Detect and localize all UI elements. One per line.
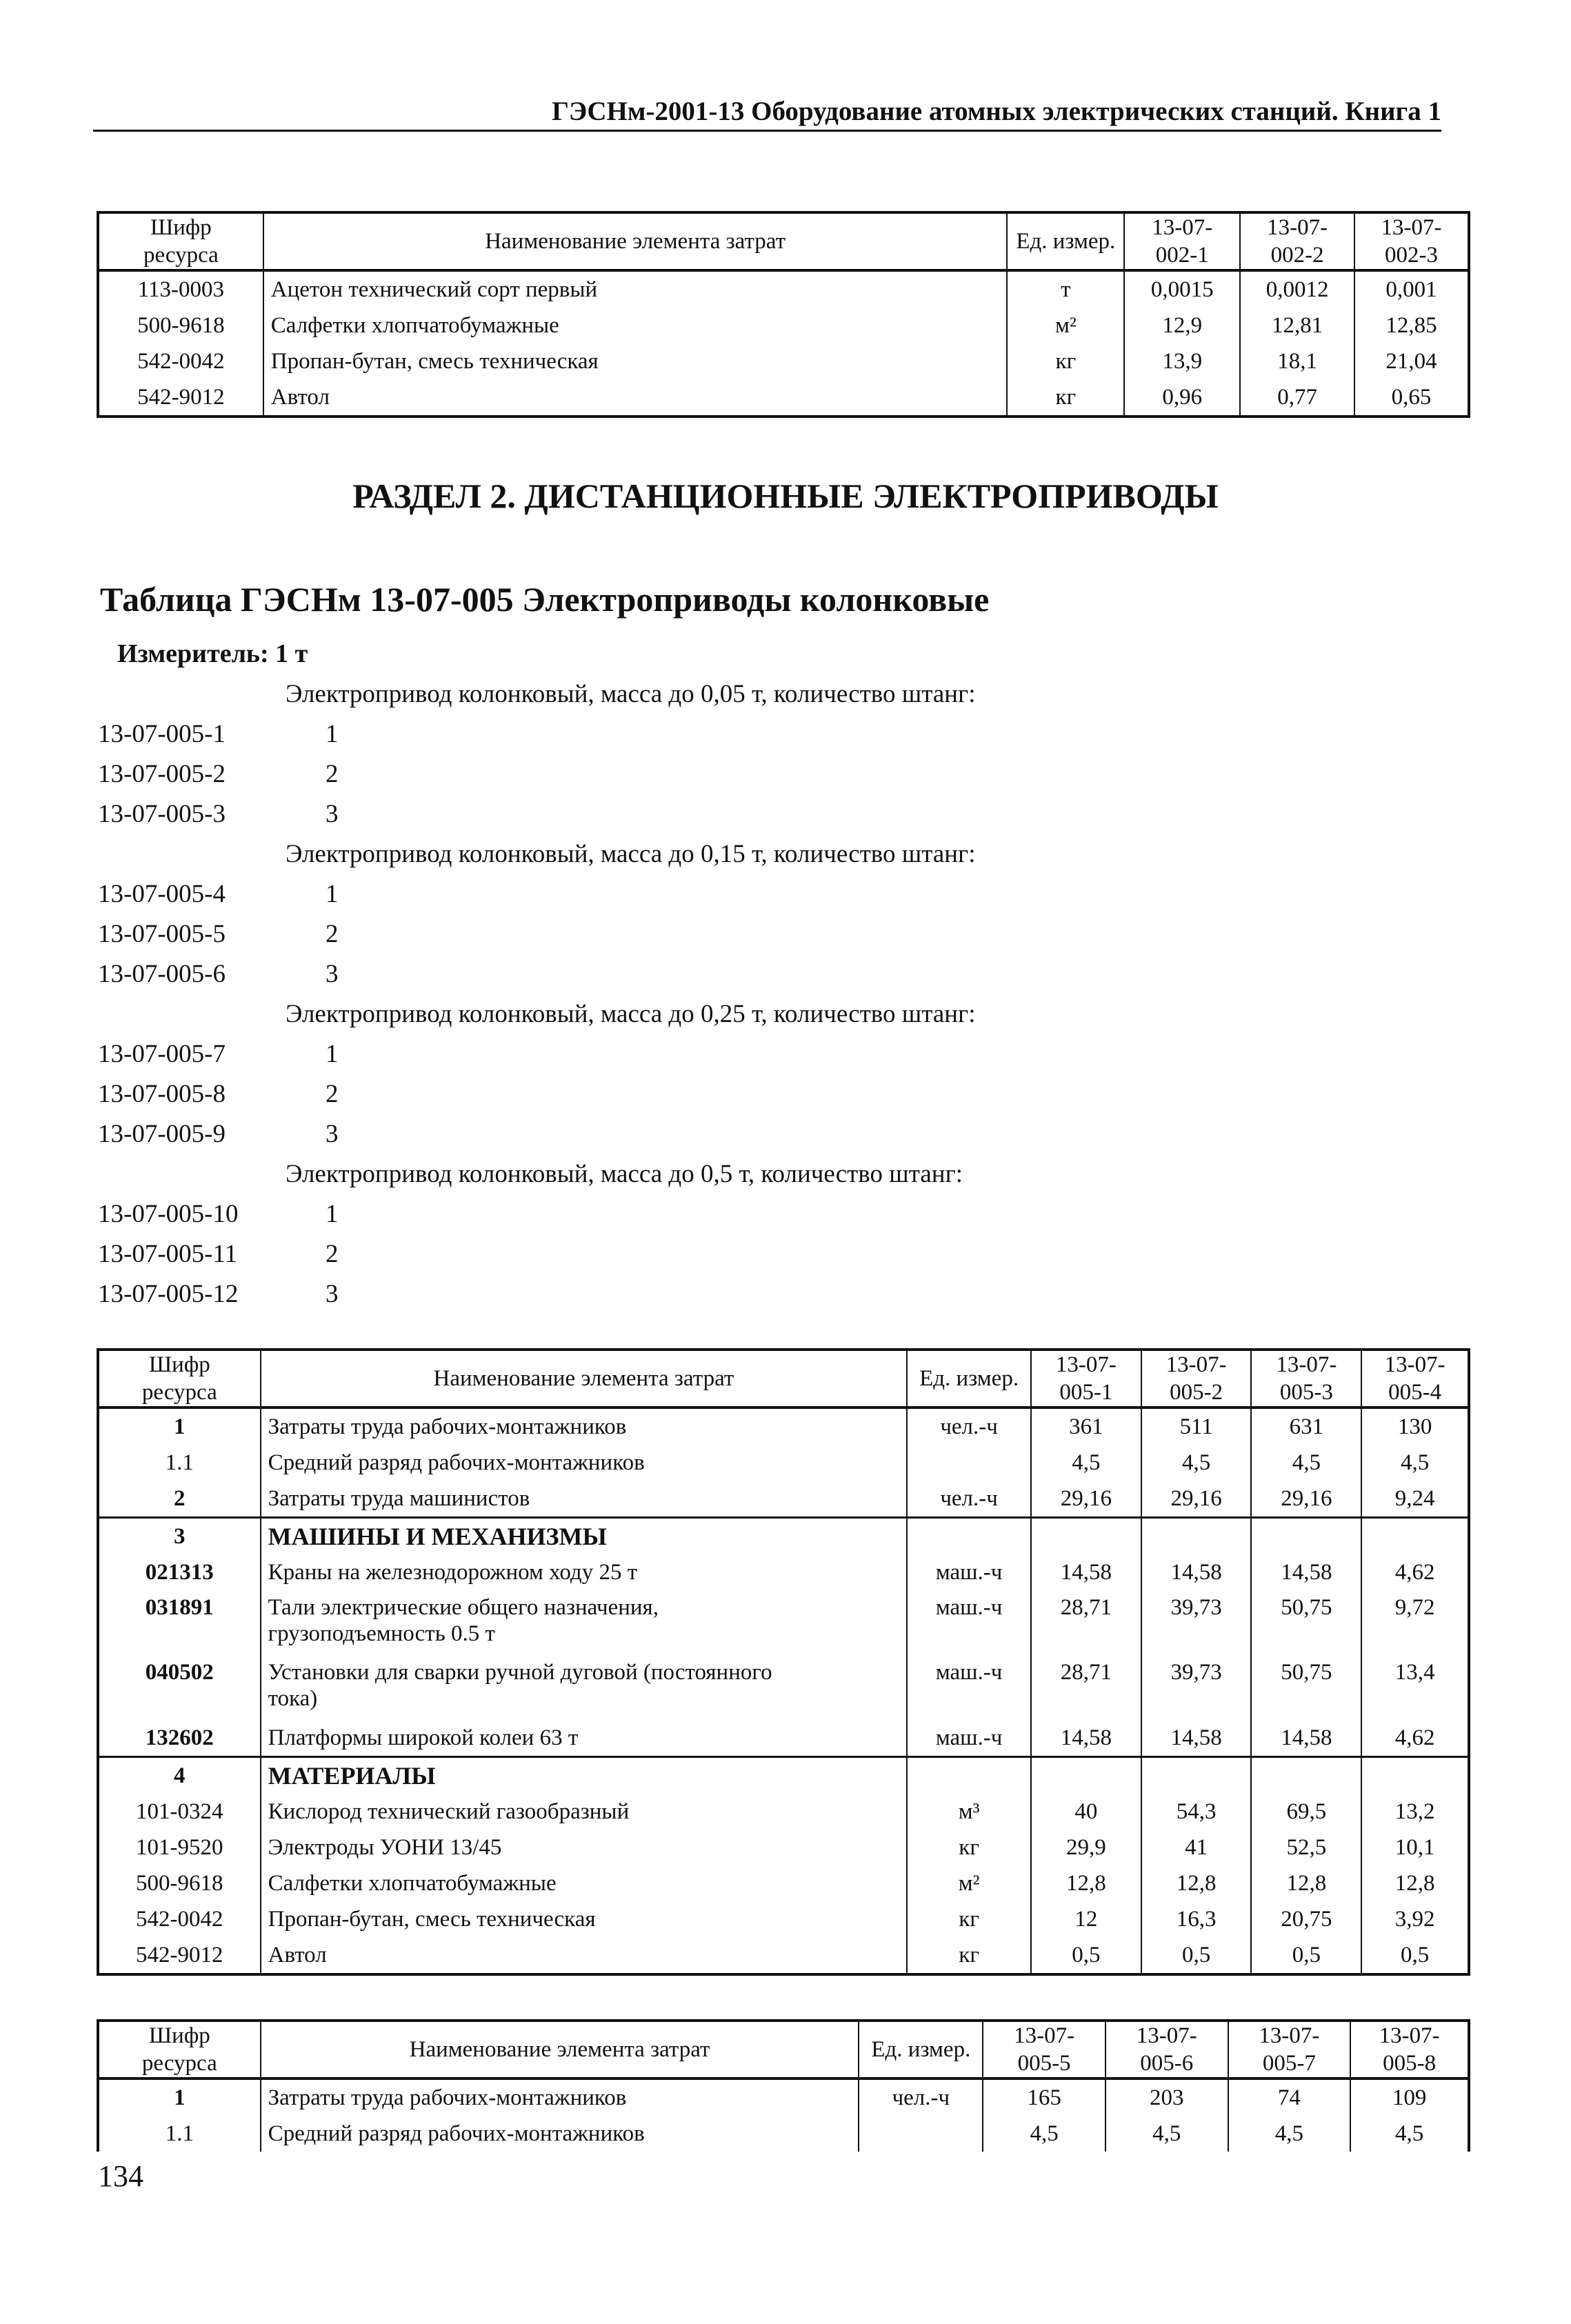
cell-value: 12,8 [1031,1865,1141,1901]
running-header: ГЭСНм-2001-13 Оборудование атомных электрических станций. Книга 1 [93,95,1441,132]
cell-value: 52,5 [1251,1830,1361,1865]
cell-resource-code: 500-9618 [98,1865,261,1901]
cell-value: 12,8 [1141,1865,1252,1901]
cell-value: 0,5 [1031,1937,1141,1974]
cell-value: 4,5 [1141,1445,1252,1481]
cell-value: 511 [1141,1408,1252,1445]
cell-unit: чел.-ч [907,1408,1031,1445]
col-header-13-07-002-1: 13-07- 002-1 [1124,212,1240,270]
col-header-unit: Ед. измер. [907,1350,1031,1408]
cell-value: 13,4 [1361,1655,1469,1720]
col-header-code: Шифр ресурса [98,212,263,270]
cell-value: 14,58 [1251,1720,1361,1757]
cost-element-name-line: грузоподъемность 0.5 т [268,1621,495,1646]
table-row [98,1445,1469,1481]
norm-code: 13-07-005-2 [98,760,226,788]
cell-value: 0,77 [1240,379,1354,417]
col-header-code: Шифр ресурса [98,2021,261,2078]
cell-value: 16,3 [1141,1901,1252,1937]
cell-cost-element-name: Ацетон технический сорт первый [263,270,1008,308]
cell-resource-code: 021313 [98,1554,261,1590]
norm-rod-count: 1 [326,720,339,748]
cell-value: 18,1 [1240,343,1354,379]
cell-cost-element-name [261,1901,908,1937]
norm-group-title: Электропривод колонковый, масса до 0,25 т, количество штанг: [286,1000,976,1028]
cell-value: 0,0012 [1240,270,1354,308]
resource-table-13-07-005-1-4 [97,1348,1470,1976]
cell-cost-element-name [261,2078,859,2116]
cell-unit: м³ [907,1794,1031,1830]
cell-resource-code: 1 [98,2078,261,2116]
cell-value: 4,5 [983,2116,1105,2152]
cell-unit: кг [1007,379,1124,417]
col-header-13-07-002-2: 13-07- 002-2 [1240,212,1354,270]
cell-resource-code: 3 [98,1518,261,1555]
cell-value: 3,92 [1361,1901,1469,1937]
cost-element-name-line: тока) [268,1686,318,1711]
cell-unit: кг [907,1830,1031,1865]
cell-value: 0,5 [1251,1937,1361,1974]
cost-element-name-line: Краны на железнодорожном ходу 25 т [268,1560,638,1585]
cost-element-name-line: Автол [268,1943,327,1967]
cost-element-name-line: Тали электрические общего назначения, [268,1595,659,1620]
cost-element-name-line: Затраты труда рабочих-монтажников [268,1414,627,1439]
cell-value: 21,04 [1354,343,1469,379]
cell-value: 0,65 [1354,379,1469,417]
cell-value: 28,71 [1031,1590,1141,1655]
cell-value: 12,81 [1240,308,1354,343]
cell-resource-code: 542-0042 [98,343,263,379]
cell-value: 28,71 [1031,1655,1141,1720]
cell-value: 0,0015 [1124,270,1240,308]
cell-value: 69,5 [1251,1794,1361,1830]
cell-value: 0,96 [1124,379,1240,417]
cell-value: 109 [1350,2078,1469,2116]
norm-rod-count: 3 [326,960,339,988]
col-header-13-07-005-2: 13-07- 005-2 [1141,1350,1252,1408]
cell-value: 13,2 [1361,1794,1469,1830]
norm-code: 13-07-005-9 [98,1120,226,1148]
cell-resource-code: 132602 [98,1720,261,1757]
cell-value: 361 [1031,1408,1141,1445]
cost-element-name-line: Электроды УОНИ 13/45 [268,1835,502,1860]
cell-cost-element-name [261,1865,908,1901]
cell-value [1031,1518,1141,1555]
cell-unit: т [1007,270,1124,308]
cell-cost-element-name [261,1655,908,1720]
cost-element-name-line: Салфетки хлопчатобумажные [268,1871,557,1896]
norm-rod-count: 2 [326,1240,339,1268]
table-header-row [98,1350,1469,1408]
cell-cost-element-name: Автол [263,379,1008,417]
cell-unit [859,2116,983,2152]
col-header-13-07-005-6: 13-07- 005-6 [1105,2021,1228,2078]
cell-unit: маш.-ч [907,1655,1031,1720]
norm-rod-count: 2 [326,760,339,788]
table-row [98,1554,1469,1590]
cell-value: 4,62 [1361,1720,1469,1757]
table-title: Таблица ГЭСНм 13-07-005 Электроприводы колонковые [100,580,990,619]
cell-unit: чел.-ч [859,2078,983,2116]
table-row [98,1830,1469,1865]
cell-value: 130 [1361,1408,1469,1445]
cost-element-name-line: Установки для сварки ручной дуговой (постоянного [268,1660,772,1685]
norm-code: 13-07-005-12 [98,1280,239,1308]
cell-value: 12 [1031,1901,1141,1937]
cell-cost-element-name [261,1757,908,1794]
cell-unit: кг [1007,343,1124,379]
cell-value [1251,1518,1361,1555]
col-header-name: Наименование элемента затрат [263,212,1008,270]
cell-resource-code: 4 [98,1757,261,1794]
norm-group-title: Электропривод колонковый, масса до 0,15 т, количество штанг: [286,840,976,868]
cell-value [1361,1757,1469,1794]
cell-value: 0,5 [1361,1937,1469,1974]
cell-cost-element-name [261,1408,908,1445]
resource-table-13-07-002 [97,211,1470,418]
cell-resource-code: 2 [98,1481,261,1518]
cell-value: 14,58 [1141,1720,1252,1757]
cell-unit: маш.-ч [907,1554,1031,1590]
cell-unit [907,1757,1031,1794]
cell-unit: чел.-ч [907,1481,1031,1518]
table-row [98,308,1469,343]
table-row [98,343,1469,379]
page-number: 134 [98,2159,143,2193]
norm-code: 13-07-005-5 [98,920,226,948]
cell-value [1141,1757,1252,1794]
cell-cost-element-name [261,1445,908,1481]
cell-value: 41 [1141,1830,1252,1865]
norm-code: 13-07-005-7 [98,1040,226,1068]
cell-value: 14,58 [1141,1554,1252,1590]
cell-value: 0,001 [1354,270,1469,308]
cell-value: 10,1 [1361,1830,1469,1865]
table-row [98,1655,1469,1720]
col-header-name: Наименование элемента затрат [261,1350,908,1408]
cell-value: 13,9 [1124,343,1240,379]
cell-unit [907,1518,1031,1555]
cell-cost-element-name [261,1720,908,1757]
cell-value: 14,58 [1031,1720,1141,1757]
col-header-unit: Ед. измер. [1007,212,1124,270]
norm-code: 13-07-005-3 [98,800,226,828]
cell-unit: кг [907,1901,1031,1937]
measure-unit: Измеритель: 1 т [117,639,308,668]
cell-cost-element-name [261,1554,908,1590]
cell-unit [907,1445,1031,1481]
cell-value: 54,3 [1141,1794,1252,1830]
cost-element-name-line: МАТЕРИАЛЫ [268,1762,436,1790]
cell-cost-element-name: Салфетки хлопчатобумажные [263,308,1008,343]
cell-value: 74 [1228,2078,1351,2116]
col-header-13-07-005-8: 13-07- 005-8 [1350,2021,1469,2078]
cell-value: 4,5 [1361,1445,1469,1481]
cell-value: 29,9 [1031,1830,1141,1865]
cell-value: 39,73 [1141,1655,1252,1720]
col-header-13-07-005-4: 13-07- 005-4 [1361,1350,1469,1408]
cell-resource-code: 1 [98,1408,261,1445]
cell-value: 12,9 [1124,308,1240,343]
table-header-row [98,2021,1469,2078]
cell-value: 631 [1251,1408,1361,1445]
cell-value: 9,72 [1361,1590,1469,1655]
norm-rod-count: 2 [326,1080,339,1108]
cell-value: 29,16 [1141,1481,1252,1518]
table-row [98,1720,1469,1757]
col-header-13-07-002-3: 13-07- 002-3 [1354,212,1469,270]
cell-resource-code: 113-0003 [98,270,263,308]
table-row [98,1865,1469,1901]
cell-value: 12,8 [1361,1865,1469,1901]
cell-value: 165 [983,2078,1105,2116]
cell-unit: кг [907,1937,1031,1974]
table-row [98,1757,1469,1794]
table-row [98,1794,1469,1830]
norm-code: 13-07-005-4 [98,880,226,908]
norm-rod-count: 1 [326,880,339,908]
resource-table-13-07-005-5-8 [97,2019,1470,2152]
cell-cost-element-name [261,1830,908,1865]
norm-code: 13-07-005-6 [98,960,226,988]
cell-value: 12,85 [1354,308,1469,343]
cell-value: 40 [1031,1794,1141,1830]
cell-resource-code: 542-0042 [98,1901,261,1937]
cell-cost-element-name [261,1794,908,1830]
cell-cost-element-name [261,1518,908,1555]
norm-rod-count: 2 [326,920,339,948]
cell-value: 4,5 [1031,1445,1141,1481]
col-header-13-07-005-5: 13-07- 005-5 [983,2021,1105,2078]
norm-code: 13-07-005-11 [98,1240,238,1268]
table-row [98,2078,1469,2116]
norm-rod-count: 3 [326,1280,339,1308]
table-row [98,1901,1469,1937]
table-row [98,270,1469,308]
cell-value: 4,5 [1228,2116,1351,2152]
cell-resource-code: 1.1 [98,1445,261,1481]
norm-group-title: Электропривод колонковый, масса до 0,05 т, количество штанг: [286,680,976,708]
cell-value: 14,58 [1031,1554,1141,1590]
cost-element-name-line: Средний разряд рабочих-монтажников [268,1450,645,1475]
cell-resource-code: 040502 [98,1655,261,1720]
cell-resource-code: 542-9012 [98,1937,261,1974]
cell-resource-code: 031891 [98,1590,261,1655]
cell-resource-code: 500-9618 [98,308,263,343]
cost-element-name-line: Платформы широкой колеи 63 т [268,1725,579,1750]
cell-value: 20,75 [1251,1901,1361,1937]
cell-value: 203 [1105,2078,1228,2116]
cell-cost-element-name [261,1481,908,1518]
norm-rod-count: 3 [326,800,339,828]
cost-element-name-line: Средний разряд рабочих-монтажников [268,2121,645,2146]
section-title: РАЗДЕЛ 2. ДИСТАНЦИОННЫЕ ЭЛЕКТРОПРИВОДЫ [352,477,1219,515]
cell-unit: м² [907,1865,1031,1901]
col-header-13-07-005-7: 13-07- 005-7 [1228,2021,1351,2078]
col-header-13-07-005-1: 13-07- 005-1 [1031,1350,1141,1408]
cell-cost-element-name [261,1590,908,1655]
cell-resource-code: 542-9012 [98,379,263,417]
cell-unit: маш.-ч [907,1590,1031,1655]
cell-value: 14,58 [1251,1554,1361,1590]
col-header-unit: Ед. измер. [859,2021,983,2078]
cost-element-name-line: Затраты труда машинистов [268,1486,530,1511]
norm-code: 13-07-005-10 [98,1200,239,1228]
cell-value [1251,1757,1361,1794]
cell-cost-element-name [261,2116,859,2152]
table-row [98,2116,1469,2152]
cell-cost-element-name: Пропан-бутан, смесь техническая [263,343,1008,379]
cell-value: 9,24 [1361,1481,1469,1518]
norm-code: 13-07-005-8 [98,1080,226,1108]
cell-unit: маш.-ч [907,1720,1031,1757]
cell-unit: м² [1007,308,1124,343]
col-header-name: Наименование элемента затрат [261,2021,859,2078]
norm-code: 13-07-005-1 [98,720,226,748]
table-row [98,379,1469,417]
cell-value: 29,16 [1031,1481,1141,1518]
table-row [98,1518,1469,1555]
cell-value: 4,5 [1350,2116,1469,2152]
cell-resource-code: 101-9520 [98,1830,261,1865]
cost-element-name-line: Затраты труда рабочих-монтажников [268,2085,627,2110]
col-header-13-07-005-3: 13-07- 005-3 [1251,1350,1361,1408]
norm-rod-count: 1 [326,1040,339,1068]
table-row [98,1590,1469,1655]
col-header-code: Шифр ресурса [98,1350,261,1408]
cell-value: 4,5 [1251,1445,1361,1481]
cell-resource-code: 1.1 [98,2116,261,2152]
table-row [98,1481,1469,1518]
norm-rod-count: 1 [326,1200,339,1228]
norm-group-title: Электропривод колонковый, масса до 0,5 т, количество штанг: [286,1160,963,1188]
cell-value [1031,1757,1141,1794]
cell-value: 50,75 [1251,1590,1361,1655]
cell-value: 29,16 [1251,1481,1361,1518]
table-header-row [98,212,1469,270]
cell-value: 4,5 [1105,2116,1228,2152]
cell-value: 12,8 [1251,1865,1361,1901]
cost-element-name-line: Кислород технический газообразный [268,1799,630,1824]
table-row [98,1408,1469,1445]
cell-cost-element-name [261,1937,908,1974]
cell-value [1141,1518,1252,1555]
cost-element-name-line: Пропан-бутан, смесь техническая [268,1907,596,1932]
cell-value: 0,5 [1141,1937,1252,1974]
cost-element-name-line: МАШИНЫ И МЕХАНИЗМЫ [268,1523,607,1550]
norm-rod-count: 3 [326,1120,339,1148]
cell-value: 4,62 [1361,1554,1469,1590]
cell-value: 50,75 [1251,1655,1361,1720]
cell-resource-code: 101-0324 [98,1794,261,1830]
cell-value [1361,1518,1469,1555]
cell-value: 39,73 [1141,1590,1252,1655]
table-row [98,1937,1469,1974]
